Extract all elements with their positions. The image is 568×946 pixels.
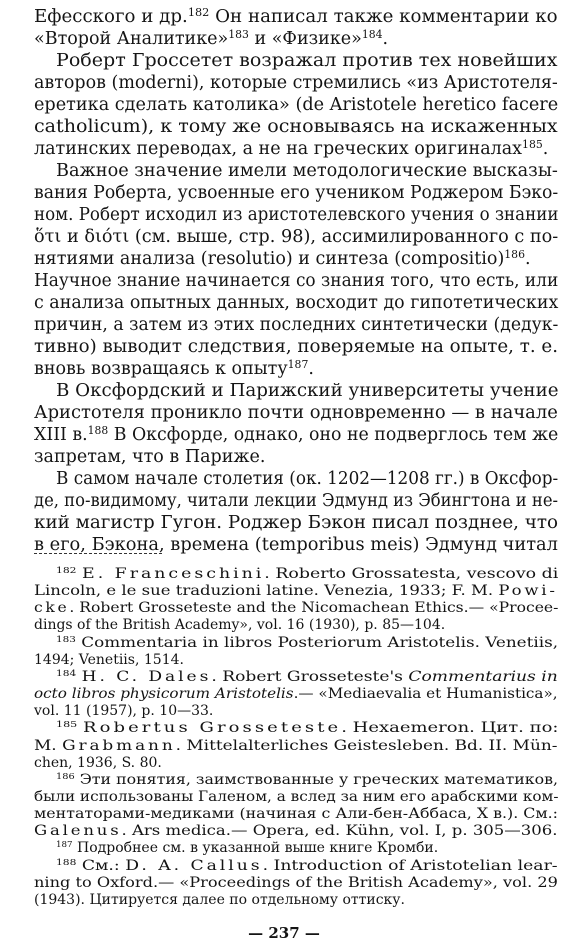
footnote-line: Lincoln, e le sue traduzioni latine. Venezia, 1933; F. M. Powi-: [34, 583, 558, 600]
footnote-line: Galenus. Ars medica.— Opera, ed. Kühn, vol. I, p. 305—306.: [34, 823, 558, 840]
footnote-line: $^{184}$ H. C. Dales. Robert Grosseteste's Commentarius in: [56, 668, 558, 685]
footnote-line: octo libros physicorum Aristotelis.— «Mediaevalia et Humanistica»,: [34, 686, 558, 703]
text-line: запретам, что в Париже.: [34, 447, 266, 467]
footnote-ref: 184: [361, 28, 383, 42]
text-line: вновь возвращаясь к опыту$^{187}$.: [34, 358, 314, 379]
footnote-ref: 185: [522, 138, 543, 152]
footnote-line: M. Grabmann. Mittelalterliches Geistesleben. Bd. II. Mün-: [34, 737, 558, 754]
footnote-line: dings of the British Academy», vol. 16 (1930), p. 85—104.: [34, 617, 446, 634]
text-line: Аристотеля проникло почти одновременно — в начале: [34, 403, 558, 423]
spaced-name: E. Franceschini: [82, 566, 265, 582]
footnote-ref: 185: [56, 720, 78, 731]
footnote-line: $^{186}$ Эти понятия, заимствованные у греческих математиков,: [56, 771, 559, 788]
text-line: Ефесского и др.$^{182}$ Он написал также комментарии ко: [34, 6, 558, 27]
footnote-ref: 182: [56, 566, 77, 577]
footnote-line: vol. 11 (1957), p. 10—33.: [34, 703, 214, 720]
footnote-line: $^{188}$ См.: D. A. Callus. Introduction of Aristotelian lear-: [56, 857, 558, 874]
text-line: Важное значение имели методологические высказы-: [56, 161, 558, 181]
footnote-ref: 187: [287, 358, 309, 372]
text-line: нятиями анализа (resolutio) и синтеза (compositio)$^{186}$.: [34, 248, 531, 269]
footnote-ref: 182: [187, 6, 210, 20]
footnote-separator: [34, 553, 162, 554]
spaced-name: Powi-: [498, 583, 558, 600]
footnote-line: chen, 1936, S. 80.: [34, 754, 162, 771]
text-line: де, по-видимому, читали лекции Эдмунд из Эбингтона и не-: [34, 491, 559, 511]
footnote-ref: 188: [87, 424, 109, 438]
text-line: ном. Роберт исходил из аристотелевского учения о знании: [34, 205, 559, 225]
text-line: в его, Бэкона, времена (temporibus meis) Эдмунд читал: [34, 535, 558, 555]
spaced-name: H. C. Dales: [81, 668, 212, 685]
spaced-name: Grabmann: [62, 737, 176, 754]
text-line: «Второй Аналитике»$^{183}$ и «Физике»$^{184}$.: [34, 28, 389, 49]
spaced-name: Galenus: [34, 823, 122, 840]
footnote-line: $^{185}$ Robertus Grosseteste. Hexaemeron. Цит. по:: [56, 720, 559, 737]
footnote-line: cke. Robert Grosseteste and the Nicomachean Ethics.— «Procee-: [34, 600, 559, 617]
text-line: ὅτι и διότι (см. выше, стр. 98), ассимилированного с по-: [34, 227, 559, 247]
footnote-line: $^{182}$ E. Franceschini. Roberto Grossatesta, vescovo di: [56, 566, 559, 582]
footnote-line: были использованы Галеном, а вслед за ним его арабскими ком-: [34, 788, 559, 805]
text-line: Роберт Гроссетет возражал против тех новейших: [56, 51, 558, 71]
text-line: вания Роберта, усвоенные его учеником Роджером Бэко-: [34, 183, 559, 203]
page-number: — 237 —: [248, 924, 320, 942]
text-line: кий магистр Гугон. Роджер Бэкон писал позднее, что: [34, 513, 559, 533]
footnote-line: ning to Oxford.— «Proceedings of the British Academy», vol. 29: [34, 874, 558, 891]
italic-title: octo libros physicorum Aristotelis: [34, 686, 294, 703]
footnote-ref: 187: [56, 840, 73, 851]
footnote-ref: 186: [504, 248, 525, 262]
footnote-ref: 188: [56, 857, 77, 868]
text-line: причин, а затем из этих последних синтетически (дедук-: [34, 315, 559, 335]
text-line: еретика сделать католика» (de Aristotele heretico facere: [34, 95, 559, 115]
text-line: с анализа опытных данных, восходит до гипотетических: [34, 293, 559, 313]
footnote-line: ментаторами-медиками (начиная с Али-бен-Аббаса, X в.). См.:: [34, 806, 559, 823]
text-line: В Оксфордский и Парижский университеты учение: [56, 381, 559, 401]
footnote-ref: 183: [228, 28, 249, 42]
spaced-name: Robertus Grosseteste: [82, 720, 342, 737]
footnote-ref: 183: [56, 634, 76, 645]
text-line: авторов (moderni), которые стремились «из Аристотеля-: [34, 73, 558, 93]
footnote-line: (1943). Цитируется далее по отдельному оттиску.: [34, 891, 405, 908]
footnote-line: $^{183}$ Commentaria in libros Posteriorum Aristotelis. Venetiis,: [56, 634, 559, 651]
spaced-name: D. A. Callus: [125, 857, 263, 874]
footnote-ref: 186: [56, 772, 75, 783]
footnote-ref: 184: [56, 669, 77, 680]
spaced-name: cke: [34, 600, 70, 617]
text-line: catholicum), к тому же основываясь на искаженных: [34, 117, 558, 137]
text-line: В самом начале столетия (ок. 1202—1208 гг.) в Оксфор-: [56, 469, 559, 489]
footnote-line: 1494; Venetiis, 1514.: [34, 651, 184, 668]
text-line: XIII в.$^{188}$ В Оксфорде, однако, оно не подверглось тем же: [34, 424, 559, 445]
text-line: латинских переводах, а не на греческих оригиналах$^{185}$.: [34, 138, 549, 159]
italic-title: Commentarius in: [408, 668, 558, 685]
text-line: Научное знание начинается со знания того, что есть, или: [34, 271, 559, 291]
text-line: тивно) выводит следствия, поверяемые на опыте, т. е.: [34, 337, 558, 357]
footnote-line: $^{187}$ Подробнее см. в указанной выше книге Кромби.: [56, 840, 439, 857]
